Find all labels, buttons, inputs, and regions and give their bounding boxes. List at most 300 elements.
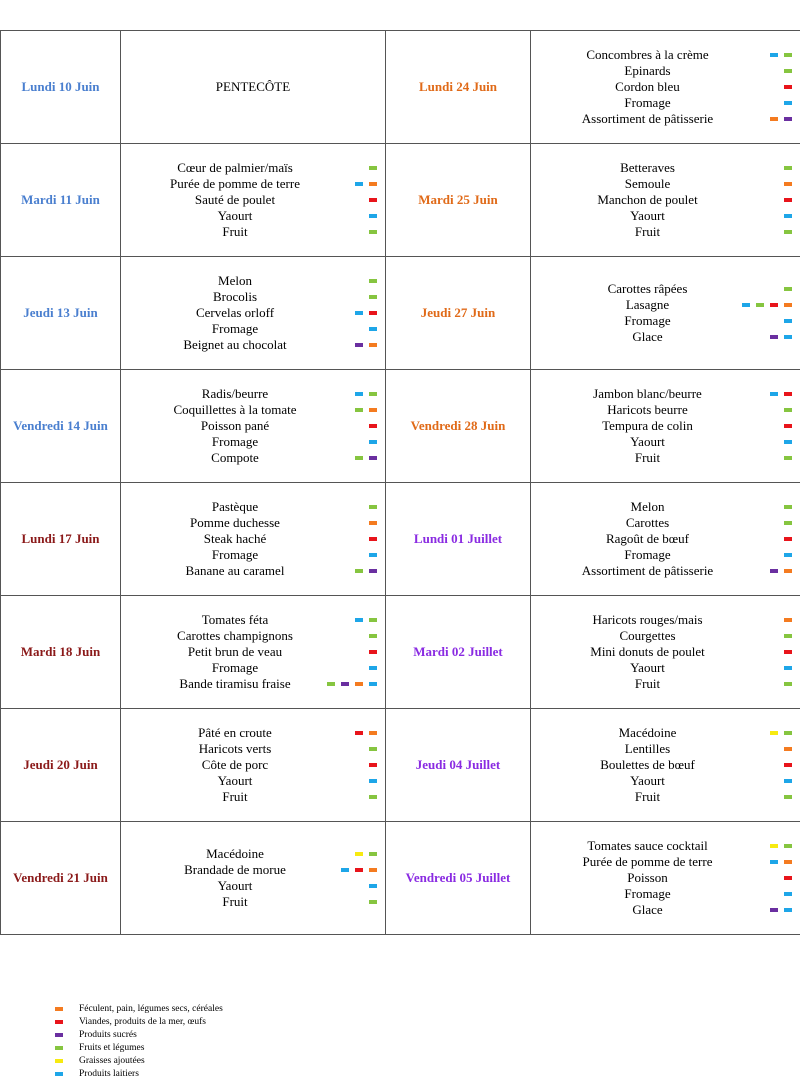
dish-list: [121, 612, 385, 693]
food-group-mark-fruitleg: [784, 456, 792, 460]
dish-list: [531, 612, 800, 693]
day-label: Mardi 11 Juin: [1, 144, 121, 257]
food-group-mark-sucre: [341, 682, 349, 686]
food-group-marks: [327, 676, 377, 692]
dish-item: [531, 95, 800, 111]
food-group-mark-fruitleg: [784, 53, 792, 57]
food-group-marks: [784, 886, 792, 902]
food-group-mark-feculent: [784, 303, 792, 307]
dish-item: [121, 757, 385, 773]
day-menu-cell: [531, 257, 800, 370]
food-group-mark-fruitleg: [756, 303, 764, 307]
dish-name: Purée de pomme de terre: [170, 175, 300, 191]
dish-name: Sauté de poulet: [194, 191, 276, 207]
day-menu-cell: [531, 709, 800, 822]
food-group-marks: [355, 450, 377, 466]
food-group-marks: [369, 192, 377, 208]
food-group-mark-feculent: [355, 682, 363, 686]
food-group-mark-viande: [369, 763, 377, 767]
dish-name: Cervelas orloff: [195, 304, 275, 320]
dish-name: Ragoût de bœuf: [605, 530, 690, 546]
dish-name: Compote: [211, 450, 259, 466]
food-group-mark-feculent: [369, 868, 377, 872]
food-group-marks: [784, 95, 792, 111]
dish-item: [121, 273, 385, 289]
food-group-marks: [784, 547, 792, 563]
day-menu-cell: [121, 257, 386, 370]
legend-item: [55, 1002, 223, 1015]
day-label: Jeudi 04 Juillet: [386, 709, 531, 822]
day-label: Vendredi 05 Juillet: [386, 822, 531, 935]
food-group-marks: [355, 846, 377, 862]
food-group-marks: [784, 870, 792, 886]
food-group-marks: [369, 434, 377, 450]
day-label: Vendredi 21 Juin: [1, 822, 121, 935]
food-group-mark-viande: [784, 650, 792, 654]
legend-label: Féculent, pain, légumes secs, céréales: [79, 1003, 223, 1014]
dish-name: Yaourt: [217, 208, 253, 224]
dish-item: [121, 628, 385, 644]
dish-name: Fruit: [222, 894, 248, 910]
menu-week-row: [1, 709, 800, 822]
food-group-mark-sucre: [369, 456, 377, 460]
dish-name: Pâté en croute: [198, 724, 272, 740]
dish-item: [531, 499, 800, 515]
food-group-marks: [355, 305, 377, 321]
food-group-mark-laitier: [784, 892, 792, 896]
food-group-marks: [369, 531, 377, 547]
food-group-marks: [784, 176, 792, 192]
dish-list: [121, 499, 385, 580]
dish-name: Fruit: [634, 789, 661, 805]
food-group-mark-viande: [784, 537, 792, 541]
food-group-marks: [784, 434, 792, 450]
food-group-mark-fruitleg: [784, 844, 792, 848]
food-group-mark-laitier: [341, 868, 349, 872]
legend-item: [55, 1067, 223, 1080]
dish-name: Lasagne: [625, 296, 670, 312]
dish-item: [531, 160, 800, 176]
food-group-mark-fruitleg: [327, 682, 335, 686]
dish-name: Yaourt: [217, 773, 253, 789]
dish-name: Cœur de palmier/maïs: [177, 159, 293, 175]
food-group-mark-viande: [369, 650, 377, 654]
food-group-mark-fruitleg: [784, 166, 792, 170]
food-group-marks: [784, 79, 792, 95]
dish-item: [531, 886, 800, 902]
legend-swatch-viande: [55, 1020, 63, 1024]
dish-item: [121, 547, 385, 563]
food-group-mark-feculent: [784, 860, 792, 864]
food-group-mark-viande: [784, 392, 792, 396]
dish-item: [531, 854, 800, 870]
dish-item: [531, 329, 800, 345]
legend-swatch-graisse: [55, 1059, 63, 1063]
dish-item: [531, 192, 800, 208]
food-group-marks: [770, 838, 792, 854]
dish-list: [531, 47, 800, 128]
food-group-marks: [369, 321, 377, 337]
dish-name: Fromage: [624, 547, 671, 563]
food-group-marks: [784, 63, 792, 79]
food-group-mark-fruitleg: [784, 230, 792, 234]
food-group-marks: [784, 499, 792, 515]
legend-swatch-fruitleg: [55, 1046, 63, 1050]
dish-name: Banane au caramel: [185, 563, 285, 579]
food-group-mark-laitier: [784, 440, 792, 444]
food-group-mark-laitier: [784, 214, 792, 218]
dish-item: [121, 208, 385, 224]
dish-name: Poisson: [627, 869, 668, 885]
dish-name: Côte de porc: [201, 756, 269, 772]
dish-list: [531, 838, 800, 919]
food-group-mark-graisse: [770, 731, 778, 735]
dish-item: [531, 725, 800, 741]
dish-item: [121, 789, 385, 805]
food-group-marks: [784, 450, 792, 466]
holiday-label: PENTECÔTE: [215, 79, 291, 94]
food-group-mark-laitier: [770, 392, 778, 396]
dish-item: [121, 337, 385, 353]
dish-name: Macédoine: [618, 724, 677, 740]
food-group-marks: [369, 757, 377, 773]
dish-item: [121, 741, 385, 757]
dish-item: [531, 644, 800, 660]
dish-name: Melon: [630, 498, 665, 514]
food-group-mark-laitier: [784, 553, 792, 557]
food-group-mark-laitier: [784, 666, 792, 670]
food-group-marks: [770, 111, 792, 127]
menu-week-row: [1, 370, 800, 483]
food-group-mark-feculent: [369, 182, 377, 186]
dish-name: Fruit: [222, 224, 248, 240]
food-group-marks: [369, 547, 377, 563]
food-group-mark-fruitleg: [369, 634, 377, 638]
food-group-marks: [369, 273, 377, 289]
food-group-mark-fruitleg: [369, 166, 377, 170]
food-group-marks: [369, 515, 377, 531]
dish-list: [531, 386, 800, 467]
menu-week-row: [1, 144, 800, 257]
food-group-marks: [369, 628, 377, 644]
dish-item: [531, 515, 800, 531]
dish-item: [531, 531, 800, 547]
food-group-mark-feculent: [784, 182, 792, 186]
dish-item: [531, 741, 800, 757]
food-group-mark-fruitleg: [369, 852, 377, 856]
dish-list: [531, 281, 800, 346]
dish-name: Epinards: [624, 62, 671, 78]
dish-name: Betteraves: [620, 159, 675, 175]
food-group-mark-viande: [784, 876, 792, 880]
menu-table-body: [1, 31, 800, 935]
dish-item: [531, 79, 800, 95]
food-group-mark-sucre: [369, 569, 377, 573]
food-group-mark-fruitleg: [784, 521, 792, 525]
dish-item: [121, 660, 385, 676]
dish-item: [531, 111, 800, 127]
menu-week-row: [1, 596, 800, 709]
dish-name: Jambon blanc/beurre: [593, 385, 702, 401]
food-group-marks: [369, 499, 377, 515]
day-label: Jeudi 13 Juin: [1, 257, 121, 370]
food-group-marks: [355, 563, 377, 579]
dish-item: [531, 757, 800, 773]
dish-item: [121, 846, 385, 862]
dish-name: Coquillettes à la tomate: [173, 401, 297, 417]
dish-name: Semoule: [624, 175, 671, 191]
food-group-mark-laitier: [369, 440, 377, 444]
day-menu-cell: [121, 483, 386, 596]
food-group-marks: [770, 854, 792, 870]
food-group-mark-sucre: [355, 343, 363, 347]
dish-item: [531, 676, 800, 692]
food-group-mark-fruitleg: [355, 408, 363, 412]
food-group-marks: [369, 289, 377, 305]
dish-list: [531, 725, 800, 806]
dish-item: [531, 660, 800, 676]
food-group-mark-feculent: [369, 521, 377, 525]
dish-name: Tomates féta: [201, 611, 269, 627]
dish-item: [121, 434, 385, 450]
dish-item: [531, 297, 800, 313]
food-group-mark-viande: [369, 424, 377, 428]
food-group-mark-graisse: [355, 852, 363, 856]
food-group-marks: [369, 741, 377, 757]
dish-item: [121, 894, 385, 910]
dish-item: [121, 644, 385, 660]
legend-item: [55, 1028, 223, 1041]
dish-item: [531, 402, 800, 418]
dish-name: Manchon de poulet: [597, 191, 698, 207]
dish-name: Melon: [218, 272, 252, 288]
food-group-marks: [784, 160, 792, 176]
food-group-marks: [355, 725, 377, 741]
legend-swatch-laitier: [55, 1072, 63, 1076]
menu-week-row: [1, 31, 800, 144]
day-label: Mardi 25 Juin: [386, 144, 531, 257]
day-menu-cell: [121, 370, 386, 483]
dish-list: [121, 273, 385, 354]
dish-item: [121, 176, 385, 192]
dish-name: Haricots beurre: [607, 401, 688, 417]
dish-name: Fromage: [624, 95, 671, 111]
legend-item: [55, 1015, 223, 1028]
food-group-mark-fruitleg: [369, 747, 377, 751]
dish-name: Yaourt: [217, 878, 253, 893]
dish-name: Fruit: [634, 676, 661, 692]
food-group-mark-viande: [784, 85, 792, 89]
food-group-mark-fruitleg: [369, 795, 377, 799]
day-menu-cell: [121, 144, 386, 257]
food-group-marks: [742, 297, 792, 313]
dish-item: [531, 47, 800, 63]
dish-item: [531, 450, 800, 466]
food-group-marks: [369, 773, 377, 789]
food-group-mark-fruitleg: [784, 69, 792, 73]
food-group-marks: [369, 894, 377, 910]
dish-name: Pomme duchesse: [190, 514, 280, 530]
food-group-mark-fruitleg: [369, 505, 377, 509]
dish-item: [531, 563, 800, 579]
food-group-mark-sucre: [770, 569, 778, 573]
food-group-marks: [355, 337, 377, 353]
food-group-marks: [784, 418, 792, 434]
food-group-mark-laitier: [369, 779, 377, 783]
food-group-mark-viande: [784, 424, 792, 428]
food-group-mark-laitier: [355, 182, 363, 186]
dish-name: Yaourt: [630, 434, 665, 450]
food-group-mark-feculent: [784, 569, 792, 573]
food-group-mark-laitier: [784, 101, 792, 105]
food-group-marks: [369, 224, 377, 240]
dish-name: Yaourt: [630, 208, 665, 224]
food-group-mark-sucre: [784, 117, 792, 121]
dish-name: Assortiment de pâtisserie: [581, 563, 714, 579]
food-group-mark-laitier: [369, 327, 377, 331]
dish-item: [531, 434, 800, 450]
dish-name: Fruit: [634, 450, 661, 466]
day-label: Lundi 24 Juin: [386, 31, 531, 144]
dish-list: [121, 725, 385, 806]
food-group-mark-laitier: [784, 319, 792, 323]
food-group-mark-laitier: [369, 553, 377, 557]
legend-label: Viandes, produits de la mer, œufs: [79, 1016, 207, 1027]
food-group-mark-feculent: [770, 117, 778, 121]
food-group-mark-viande: [355, 731, 363, 735]
dish-name: Fromage: [211, 547, 259, 563]
dish-name: Purée de pomme de terre: [582, 853, 713, 869]
dish-item: [531, 789, 800, 805]
dish-item: [121, 725, 385, 741]
dish-item: [531, 547, 800, 563]
day-menu-cell: [531, 822, 800, 935]
food-group-mark-fruitleg: [369, 900, 377, 904]
food-group-marks: [784, 224, 792, 240]
dish-name: Haricots verts: [198, 740, 272, 756]
food-group-marks: [784, 192, 792, 208]
dish-name: Steak haché: [203, 530, 267, 546]
dish-name: Carottes: [625, 514, 670, 530]
dish-name: Petit brun de veau: [187, 643, 283, 659]
food-group-mark-fruitleg: [784, 505, 792, 509]
dish-item: [121, 418, 385, 434]
food-group-mark-laitier: [784, 335, 792, 339]
legend-item: [55, 1054, 223, 1067]
day-label: Mardi 02 Juillet: [386, 596, 531, 709]
day-label: Mardi 18 Juin: [1, 596, 121, 709]
food-group-mark-laitier: [369, 682, 377, 686]
dish-item: [531, 176, 800, 192]
food-group-mark-feculent: [784, 618, 792, 622]
day-menu-cell: [121, 709, 386, 822]
food-group-marks: [355, 612, 377, 628]
dish-name: Tempura de colin: [602, 417, 693, 433]
dish-item: [531, 418, 800, 434]
dish-name: Pastèque: [211, 498, 259, 514]
dish-name: Glace: [632, 329, 663, 345]
dish-item: [121, 531, 385, 547]
food-group-marks: [770, 563, 792, 579]
food-group-marks: [784, 612, 792, 628]
dish-item: [531, 870, 800, 886]
food-group-marks: [770, 902, 792, 918]
food-group-mark-fruitleg: [784, 731, 792, 735]
food-group-marks: [369, 160, 377, 176]
dish-name: Fruit: [634, 224, 661, 240]
food-group-mark-laitier: [355, 392, 363, 396]
dish-name: Radis/beurre: [201, 385, 269, 401]
food-group-marks: [369, 660, 377, 676]
food-group-marks: [784, 773, 792, 789]
food-group-mark-feculent: [369, 408, 377, 412]
food-group-marks: [369, 644, 377, 660]
dish-item: [121, 224, 385, 240]
food-group-marks: [770, 329, 792, 345]
dish-name: Bande tiramisu fraise: [179, 676, 291, 692]
dish-name: Poisson pané: [200, 417, 270, 433]
dish-name: Beignet au chocolat: [183, 337, 287, 353]
dish-name: Fromage: [211, 434, 259, 450]
food-group-marks: [784, 644, 792, 660]
menu-week-row: [1, 483, 800, 596]
food-group-mark-viande: [770, 303, 778, 307]
menu-week-row: [1, 822, 800, 935]
food-group-mark-laitier: [369, 666, 377, 670]
dish-list: [121, 160, 385, 241]
dish-name: Fromage: [624, 313, 671, 328]
legend-label: Produits sucrés: [79, 1029, 137, 1040]
dish-name: Assortiment de pâtisserie: [581, 111, 714, 127]
day-label: Lundi 10 Juin: [1, 31, 121, 144]
food-group-mark-feculent: [369, 731, 377, 735]
dish-name: Haricots rouges/mais: [592, 611, 703, 627]
dish-item: [121, 612, 385, 628]
food-group-mark-fruitleg: [784, 795, 792, 799]
dish-item: [531, 902, 800, 918]
dish-item: [121, 192, 385, 208]
dish-name: Brocolis: [212, 288, 258, 304]
legend-label: Graisses ajoutées: [79, 1055, 145, 1066]
dish-item: [121, 499, 385, 515]
dish-name: Courgettes: [619, 627, 676, 643]
dish-name: Macédoine: [206, 845, 264, 861]
day-menu-cell: [121, 822, 386, 935]
dish-name: Carottes râpées: [607, 280, 688, 296]
day-menu-cell: [531, 596, 800, 709]
food-group-marks: [784, 281, 792, 297]
dish-name: Yaourt: [630, 660, 665, 676]
food-group-mark-fruitleg: [784, 408, 792, 412]
dish-name: Concombres à la crème: [586, 46, 709, 62]
food-group-mark-feculent: [784, 747, 792, 751]
dish-item: [531, 628, 800, 644]
food-group-marks: [784, 757, 792, 773]
day-label: Vendredi 14 Juin: [1, 370, 121, 483]
food-group-marks: [355, 402, 377, 418]
menu-table: [0, 30, 800, 935]
dish-item: [121, 676, 385, 692]
food-group-marks: [784, 531, 792, 547]
food-group-marks: [770, 386, 792, 402]
food-group-marks: [770, 47, 792, 63]
food-group-mark-fruitleg: [355, 456, 363, 460]
food-group-mark-laitier: [369, 214, 377, 218]
food-group-mark-sucre: [770, 335, 778, 339]
dish-list: [121, 846, 385, 911]
dish-item: [531, 773, 800, 789]
legend-label: Produits laitiers: [79, 1068, 139, 1079]
